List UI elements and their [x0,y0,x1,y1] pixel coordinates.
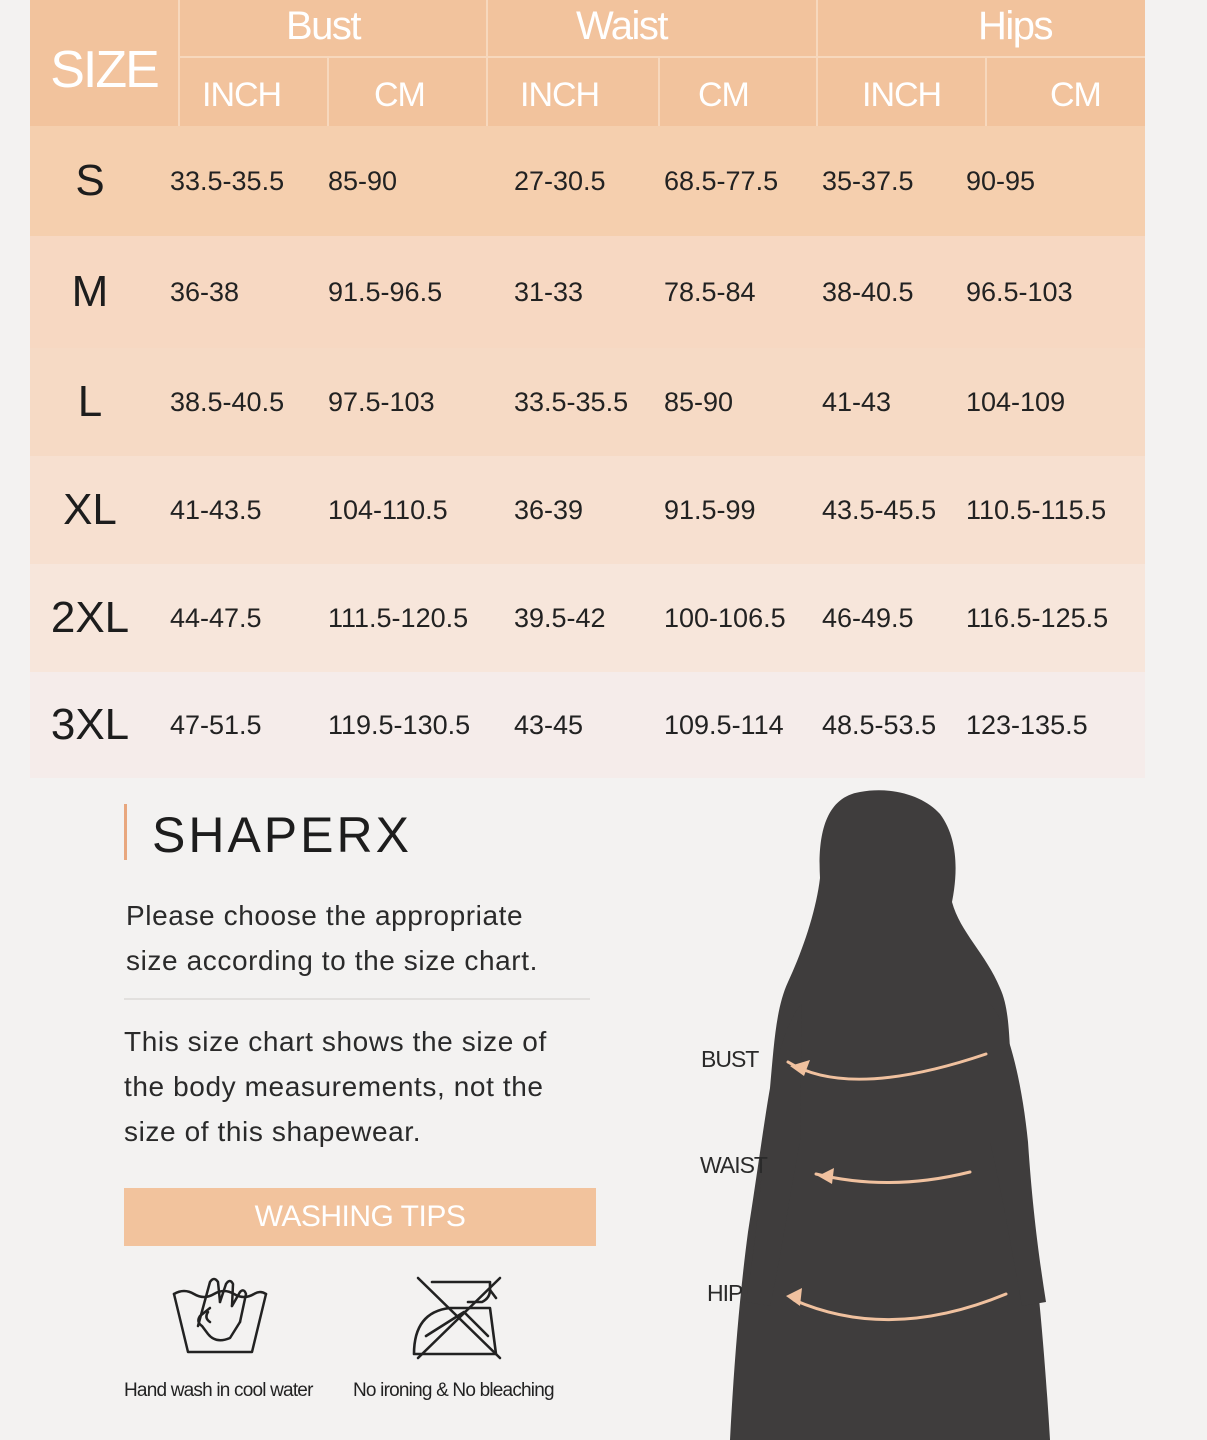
bust-label: BUST [701,1046,759,1072]
body-silhouette-illustration [690,782,1070,1440]
size-cell: XL [63,485,117,534]
bust-inch-header: INCH [202,76,282,114]
table-cell: 27-30.5 [514,165,606,196]
hips-cm-header: CM [1050,76,1101,114]
table-row [30,672,1145,778]
size-chart-table [30,0,1145,778]
brand-accent-bar [124,804,127,860]
table-cell: 85-90 [664,386,734,417]
table-cell: 119.5-130.5 [328,709,471,740]
table-cell: 90-95 [966,165,1036,196]
note-line-3: size of this shapewear. [124,1116,422,1147]
table-cell: 111.5-120.5 [328,602,469,633]
bust-cm-header: CM [374,76,425,114]
table-cell: 35-37.5 [822,165,914,196]
table-row [30,456,1145,564]
table-cell: 104-109 [966,386,1066,417]
size-cell: S [75,156,105,205]
hip-label: HIP [707,1280,743,1306]
table-cell: 100-106.5 [664,602,786,633]
no-iron-no-bleach-icon [410,1276,506,1362]
note-line-1: This size chart shows the size of [124,1026,547,1057]
table-cell: 38.5-40.5 [170,386,285,417]
table-cell: 41-43 [822,386,892,417]
divider [124,998,590,1000]
table-row [30,236,1145,348]
table-cell: 31-33 [514,276,584,307]
waist-cm-header: CM [698,76,749,114]
table-header [30,0,1145,126]
table-row [30,126,1145,236]
hand-wash-label: Hand wash in cool water [124,1380,313,1401]
size-cell: M [71,267,109,316]
hips-inch-header: INCH [862,76,942,114]
waist-inch-header: INCH [520,76,600,114]
size-column-header: SIZE [50,41,158,99]
no-iron-no-bleach-label: No ironing & No bleaching [353,1380,554,1401]
table-cell: 43.5-45.5 [822,494,937,525]
size-cell: L [77,377,103,426]
hips-group-header: Hips [978,4,1053,48]
size-cell: 3XL [50,700,130,749]
table-cell: 43-45 [514,709,584,740]
hand-wash-icon [170,1272,270,1358]
table-cell: 97.5-103 [328,386,435,417]
table-cell: 39.5-42 [514,602,606,633]
table-cell: 33.5-35.5 [170,165,285,196]
body-measurement-note [124,1019,547,1154]
table-cell: 36-39 [514,494,584,525]
table-cell: 68.5-77.5 [664,165,779,196]
table-cell: 91.5-96.5 [328,276,443,307]
table-cell: 91.5-99 [664,494,756,525]
size-cell: 2XL [50,593,130,642]
choose-size-line-1: Please choose the appropriate [126,900,524,931]
brand-logo: SHAPERX [152,807,412,863]
table-cell: 41-43.5 [170,494,262,525]
table-cell: 36-38 [170,276,240,307]
table-cell: 109.5-114 [664,709,784,740]
washing-tips-banner: WASHING TIPS [124,1188,596,1246]
note-line-2: the body measurements, not the [124,1071,544,1102]
table-cell: 104-110.5 [328,494,448,525]
table-cell: 38-40.5 [822,276,914,307]
table-cell: 110.5-115.5 [966,494,1107,525]
table-cell: 78.5-84 [664,276,756,307]
table-cell: 33.5-35.5 [514,386,629,417]
table-cell: 47-51.5 [170,709,262,740]
table-cell: 85-90 [328,165,398,196]
table-cell: 116.5-125.5 [966,602,1109,633]
choose-size-text [126,893,538,983]
table-row [30,564,1145,672]
table-cell: 44-47.5 [170,602,262,633]
table-row [30,348,1145,456]
waist-label: WAIST [700,1152,767,1178]
bust-group-header: Bust [286,4,361,48]
waist-group-header: Waist [576,4,668,48]
choose-size-line-2: size according to the size chart. [126,945,538,976]
table-cell: 123-135.5 [966,709,1088,740]
table-cell: 48.5-53.5 [822,709,937,740]
table-cell: 46-49.5 [822,602,914,633]
table-cell: 96.5-103 [966,276,1073,307]
